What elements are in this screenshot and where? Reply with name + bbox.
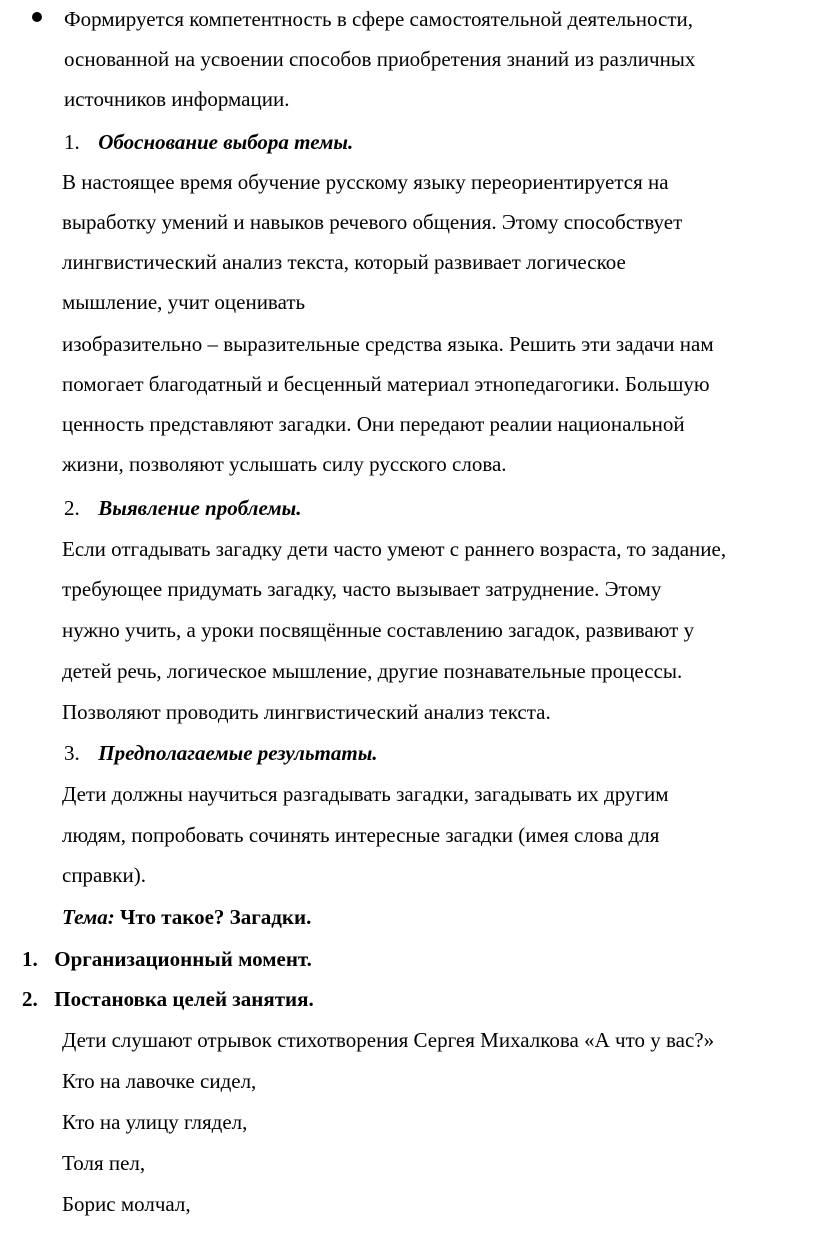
poem-line: Кто на лавочке сидел, [62, 1069, 257, 1093]
text-line: изобразительно – выразительные средства языка. Решить эти задачи нам [62, 332, 714, 356]
text-line: выработку умений и навыков речевого общения. Этому способствует [62, 210, 683, 234]
topic-value: Что такое? Загадки. [120, 905, 312, 929]
section-number: 3. [64, 741, 80, 765]
section-heading [64, 495, 301, 521]
section-heading [64, 740, 378, 766]
bullet-icon [32, 12, 42, 22]
text-line: основанной на усвоении способов приобретения знаний из различных [64, 47, 696, 71]
text-line: Позволяют проводить лингвистический анализ текста. [62, 700, 551, 724]
topic-label: Тема: [62, 905, 115, 929]
step-number: 2. [22, 987, 38, 1011]
text-line: мышление, учит оценивать [62, 290, 306, 314]
section-number: 1. [64, 130, 80, 154]
text-line: людям, попробовать сочинять интересные загадки (имея слова для [62, 823, 660, 847]
topic-line [62, 904, 311, 930]
section-title: Предполагаемые результаты. [98, 741, 378, 765]
poem-line: Борис молчал, [62, 1192, 191, 1216]
section-title: Выявление проблемы. [98, 496, 302, 520]
text-line: требующее придумать загадку, часто вызывает затруднение. Этому [62, 577, 662, 601]
text-line: жизни, позволяют услышать силу русского слова. [62, 452, 507, 476]
text-line: справки). [62, 863, 146, 887]
step-title: Постановка целей занятия. [54, 987, 314, 1011]
text-line: детей речь, логическое мышление, другие познавательные процессы. [62, 659, 683, 683]
poem-line: Кто на улицу глядел, [62, 1110, 248, 1134]
text-line: нужно учить, а уроки посвящённые составлению загадок, развивают у [62, 618, 695, 642]
poem-intro: Дети слушают отрывок стихотворения Сергея Михалкова «А что у вас?» [62, 1028, 715, 1052]
text-line: Формируется компетентность в сфере самостоятельной деятельности, [64, 7, 693, 31]
text-line: В настоящее время обучение русскому языку переориентируется на [62, 170, 669, 194]
step-number: 1. [22, 947, 38, 971]
section-number: 2. [64, 496, 80, 520]
text-line: ценность представляют загадки. Они передают реалии национальной [62, 412, 685, 436]
step-title: Организационный момент. [54, 947, 312, 971]
section-title: Обоснование выбора темы. [98, 130, 354, 154]
section-heading [64, 129, 353, 155]
text-line: источников информации. [64, 87, 290, 111]
text-line: Если отгадывать загадку дети часто умеют с раннего возраста, то задание, [62, 537, 727, 561]
text-line: помогает благодатный и бесценный материал этнопедагогики. Большую [62, 372, 710, 396]
text-line: лингвистический анализ текста, который развивает логическое [62, 250, 626, 274]
text-line: Дети должны научиться разгадывать загадки, загадывать их другим [62, 782, 669, 806]
step-item [22, 946, 312, 972]
poem-line: Толя пел, [62, 1151, 146, 1175]
step-item [22, 986, 314, 1012]
